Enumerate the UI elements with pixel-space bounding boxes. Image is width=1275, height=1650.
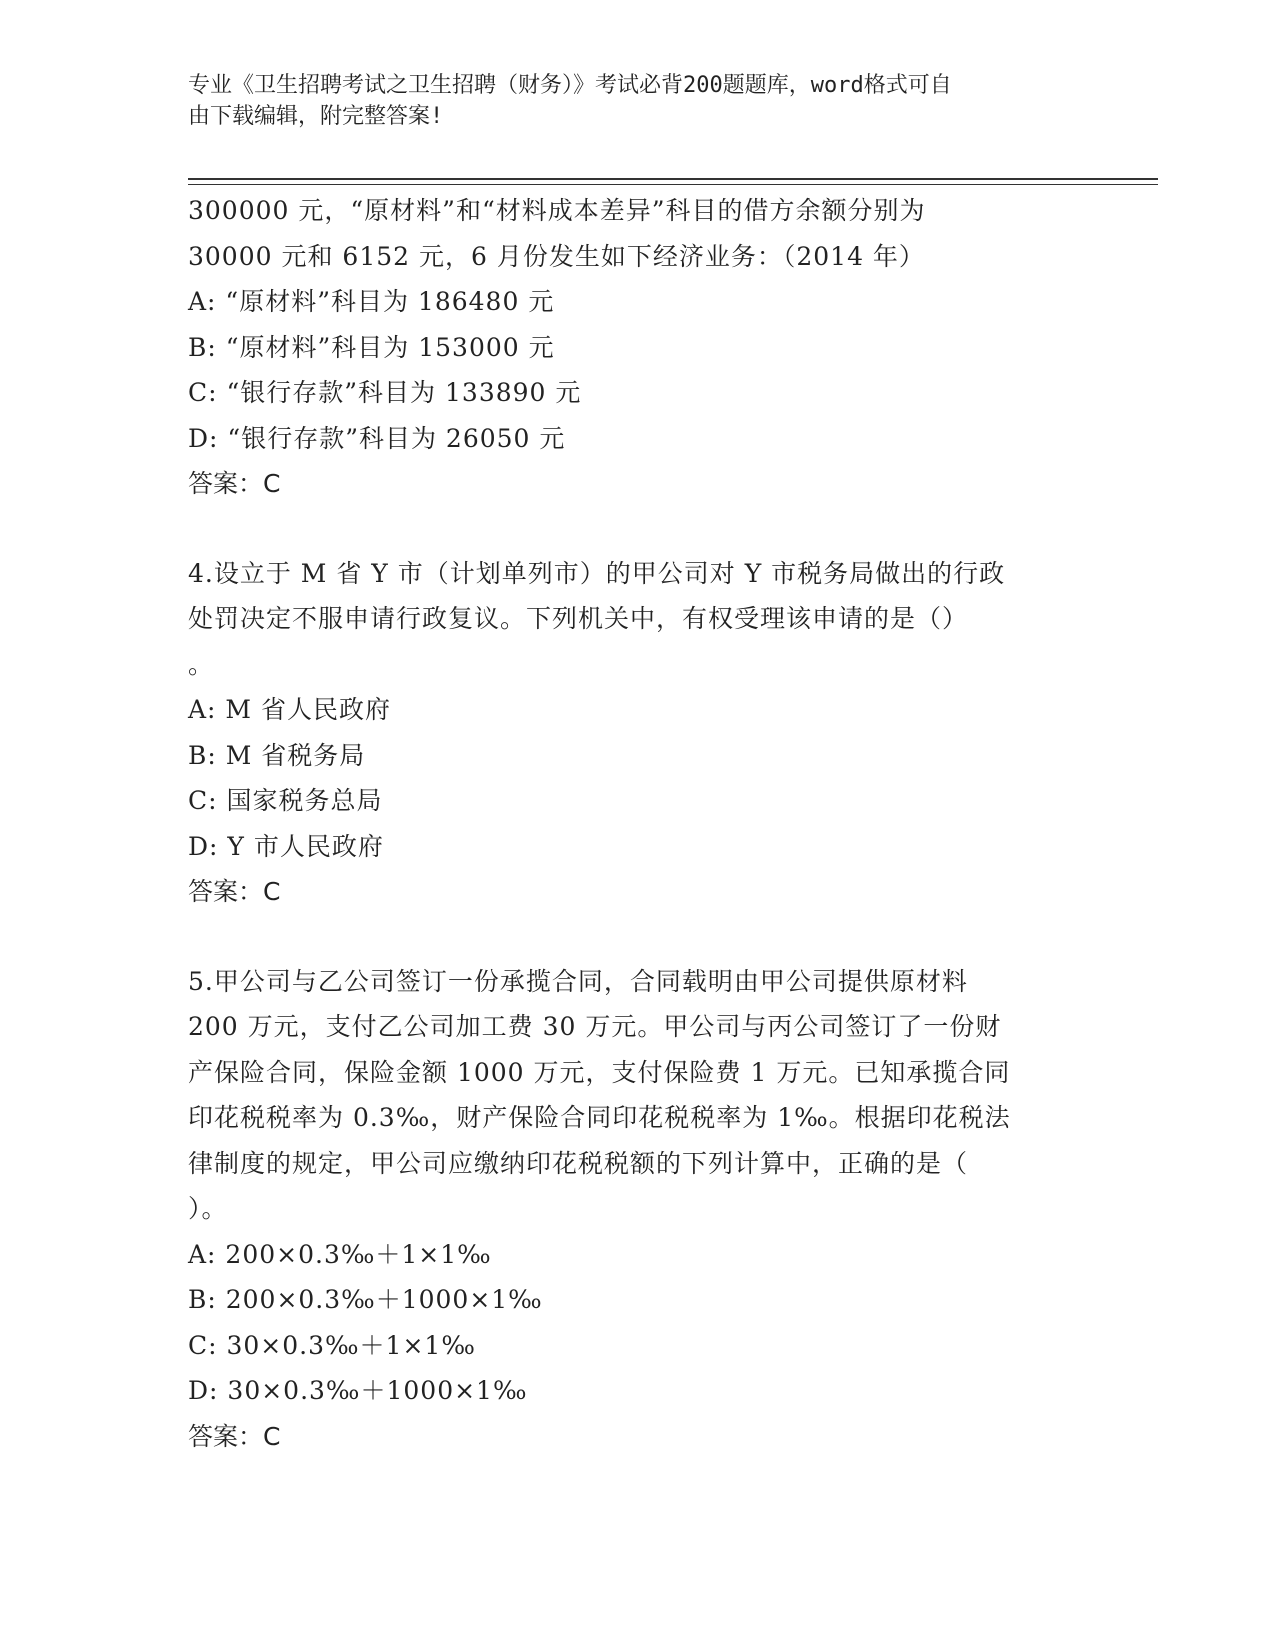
question-3	[188, 188, 1088, 507]
option-b: B: M 省税务局	[188, 740, 366, 770]
question-spacer	[188, 915, 1088, 959]
question-stem-line: 5.甲公司与乙公司签订一份承揽合同，合同载明由甲公司提供原材料	[188, 966, 968, 996]
option-a: A: M 省人民政府	[188, 695, 391, 724]
question-list	[188, 188, 1088, 1459]
question-stem-line: 300000 元，“原材料”和“材料成本差异”科目的借方余额分别为	[188, 196, 926, 225]
header-line-2: 由下载编辑，附完整答案!	[188, 104, 444, 129]
question-stem-line: 30000 元和 6152 元，6 月份发生如下经济业务：（2014 年）	[188, 241, 925, 271]
option-c: C: 国家税务总局	[188, 786, 383, 815]
header-divider-thin	[188, 184, 1158, 185]
question-4	[188, 551, 1088, 915]
option-a: A: “原材料”科目为 186480 元	[188, 287, 555, 316]
question-stem-line: 律制度的规定，甲公司应缴纳印花税税额的下列计算中，正确的是（	[188, 1148, 969, 1178]
header-divider-thick	[188, 178, 1158, 180]
question-stem-line: 印花税税率为 0.3‰，财产保险合同印花税税率为 1‰。根据印花税法	[188, 1103, 1011, 1132]
header-line-1: 专业《卫生招聘考试之卫生招聘（财务）》考试必背200题题库，word格式可自	[188, 73, 952, 98]
question-stem-line: ）。	[188, 1194, 228, 1223]
option-d: D: “银行存款”科目为 26050 元	[188, 423, 566, 453]
option-d: D: 30×0.3‰＋1000×1‰	[188, 1376, 528, 1405]
answer-line: 答案：C	[188, 469, 281, 498]
question-stem-line: 4.设立于 M 省 Y 市（计划单列市）的甲公司对 Y 市税务局做出的行政	[188, 558, 1006, 588]
question-stem-line: 处罚决定不服申请行政复议。下列机关中，有权受理该申请的是（）	[188, 604, 969, 633]
question-spacer	[188, 507, 1088, 551]
option-d: D: Y 市人民政府	[188, 831, 384, 861]
question-stem-line: 。	[188, 649, 215, 679]
question-stem-line: 200 万元，支付乙公司加工费 30 万元。甲公司与丙公司签订了一份财	[188, 1012, 1002, 1041]
option-c: C: “银行存款”科目为 133890 元	[188, 378, 582, 407]
option-b: B: 200×0.3‰＋1000×1‰	[188, 1285, 543, 1314]
answer-line: 答案：C	[188, 1421, 281, 1451]
option-c: C: 30×0.3‰＋1×1‰	[188, 1330, 476, 1360]
option-a: A: 200×0.3‰＋1×1‰	[188, 1239, 492, 1269]
question-5	[188, 959, 1088, 1460]
option-b: B: “原材料”科目为 153000 元	[188, 332, 555, 362]
document-header	[188, 70, 1068, 132]
answer-line: 答案：C	[188, 877, 281, 906]
question-stem-line: 产保险合同，保险金额 1000 万元，支付保险费 1 万元。已知承揽合同	[188, 1057, 1011, 1087]
